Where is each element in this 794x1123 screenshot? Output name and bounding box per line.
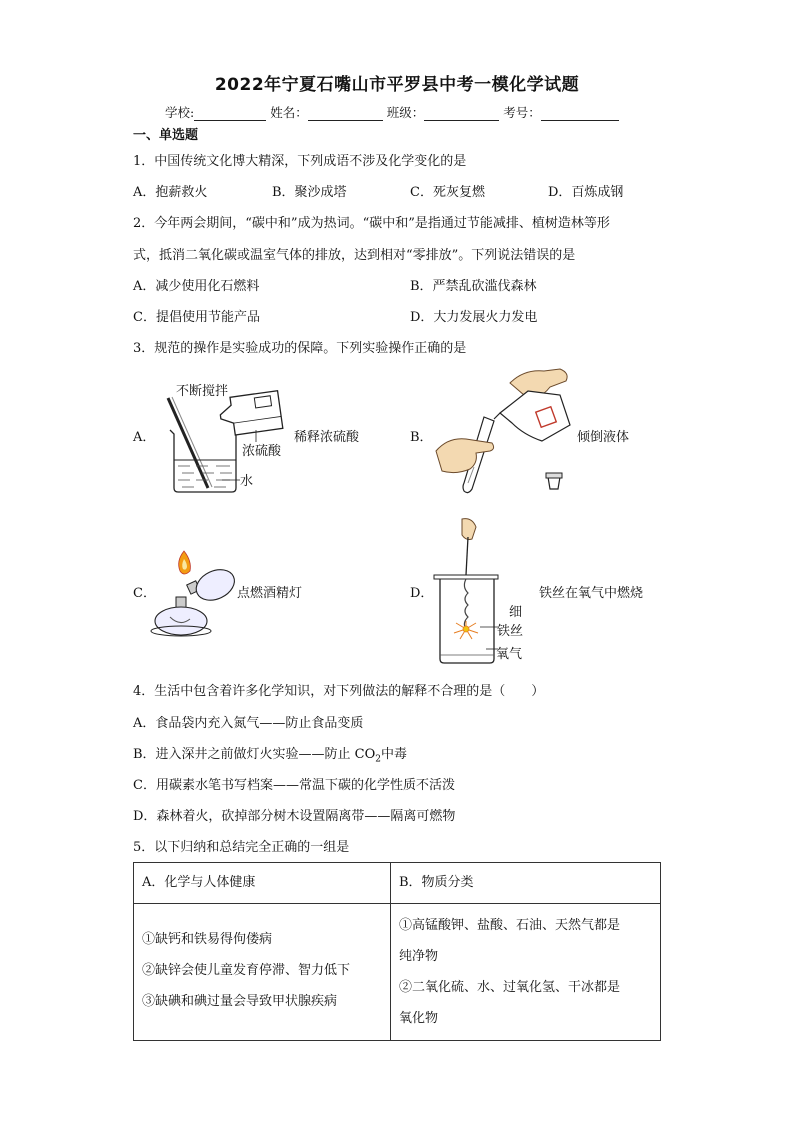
class-label: 班级： bbox=[386, 105, 425, 120]
class-blank[interactable] bbox=[424, 106, 499, 121]
q5-a-item: ①缺钙和铁易得佝偻病 bbox=[142, 932, 273, 947]
q3d-thin-label: 细 bbox=[509, 605, 523, 620]
q4-stem: 4．生活中包含着许多化学知识，对下列做法的解释不合理的是（ ） bbox=[133, 684, 545, 699]
q3c-title: 点燃酒精灯 bbox=[237, 586, 303, 601]
holding-hand bbox=[462, 519, 476, 540]
alcohol-lamp-figure bbox=[150, 547, 240, 639]
burning-tip bbox=[463, 626, 469, 632]
q5-table bbox=[133, 862, 661, 1041]
q4-option-b: B．进入深井之前做灯火实验——防止 $CO_2$中毒 bbox=[133, 747, 408, 765]
bottle-mouth bbox=[494, 413, 500, 419]
q3d-wire-label: 铁丝 bbox=[497, 624, 524, 639]
q3a-acid-label: 浓硫酸 bbox=[242, 444, 282, 459]
section-heading: 一、单选题 bbox=[133, 128, 199, 143]
q5-a-item: ③缺碘和碘过量会导致甲状腺疾病 bbox=[142, 994, 338, 1009]
q3-option-d-letter: D． bbox=[410, 586, 434, 601]
q4-option-c: C．用碳素水笔书写档案——常温下碳的化学性质不活泼 bbox=[133, 778, 455, 793]
q2-stem-line1: 2．今年两会期间，“碳中和”成为热词。“碳中和”是指通过节能减排、植树造林等形 bbox=[133, 216, 610, 231]
q2-stem-line2: 式，抵消二氧化碳或温室气体的排放，达到相对“零排放”。下列说法错误的是 bbox=[133, 248, 576, 263]
q2-option-a: A．减少使用化石燃料 bbox=[133, 279, 260, 294]
school-label: 学校: bbox=[165, 105, 195, 120]
q5-b-body bbox=[391, 904, 661, 1041]
name-label: 姓名： bbox=[270, 105, 308, 120]
school-blank[interactable] bbox=[194, 106, 266, 121]
q3a-water-label: 水 bbox=[240, 474, 254, 489]
q2-option-b: B．严禁乱砍滥伐森林 bbox=[410, 279, 537, 294]
q5-b-item: 纯净物 bbox=[399, 949, 439, 964]
q3b-title: 倾倒液体 bbox=[577, 430, 630, 445]
lower-hand bbox=[436, 439, 494, 473]
tilted-lamp bbox=[186, 564, 240, 609]
q2-option-d: D．大力发展火力发电 bbox=[410, 310, 538, 325]
stopper-cap bbox=[546, 473, 562, 478]
lamp-body bbox=[155, 607, 207, 635]
iron-wire-figure bbox=[432, 515, 502, 665]
name-blank[interactable] bbox=[308, 106, 383, 121]
q5-b-item: ①高锰酸钾、盐酸、石油、天然气都是 bbox=[399, 918, 621, 933]
glass-plate bbox=[434, 575, 498, 579]
bottle-stopper bbox=[548, 477, 560, 489]
q1-option-d: D．百炼成钢 bbox=[548, 185, 624, 200]
glass-rod-highlight bbox=[172, 397, 212, 487]
q3-option-c-letter: C． bbox=[133, 586, 156, 601]
pour-liquid-figure bbox=[432, 365, 577, 495]
reagent-bottle bbox=[500, 391, 570, 441]
dilute-acid-figure bbox=[160, 380, 295, 495]
q3a-title: 稀释浓硫酸 bbox=[294, 430, 360, 445]
q2-option-c: C．提倡使用节能产品 bbox=[133, 310, 260, 325]
q5-stem: 5．以下归纳和总结完全正确的一组是 bbox=[133, 840, 350, 855]
q3d-oxygen-label: 氧气 bbox=[496, 647, 523, 662]
tongs bbox=[466, 537, 468, 575]
q3a-stir-label: 不断搅拌 bbox=[176, 384, 229, 399]
student-info-line bbox=[165, 103, 619, 121]
q5-b-head: B．物质分类 bbox=[391, 863, 661, 904]
q4-option-d: D．森林着火，砍掉部分树木设置隔离带——隔离可燃物 bbox=[133, 809, 456, 824]
q1-option-a: A．抱薪救火 bbox=[133, 185, 208, 200]
q3-option-a-letter: A． bbox=[133, 430, 156, 445]
exam-number-label: 考号： bbox=[503, 105, 541, 120]
q3-option-b-letter: B． bbox=[410, 430, 433, 445]
q5-b-item: 氧化物 bbox=[399, 1011, 439, 1026]
q5-b-item: ②二氧化硫、水、过氧化氢、干冰都是 bbox=[399, 980, 621, 995]
acid-bottle bbox=[218, 391, 283, 437]
q5-a-head: A．化学与人体健康 bbox=[134, 863, 391, 904]
q1-stem: 1．中国传统文化博大精深，下列成语不涉及化学变化的是 bbox=[133, 154, 467, 169]
q1-option-b: B．聚沙成塔 bbox=[272, 185, 347, 200]
exam-number-blank[interactable] bbox=[541, 106, 619, 121]
q4-option-a: A．食品袋内充入氮气——防止食品变质 bbox=[133, 716, 364, 731]
q3-stem: 3．规范的操作是实验成功的保障。下列实验操作正确的是 bbox=[133, 341, 467, 356]
q3d-title: 铁丝在氧气中燃烧 bbox=[539, 586, 644, 601]
q1-option-c: C．死灰复燃 bbox=[410, 185, 485, 200]
exam-title: 2022年宁夏石嘴山市平罗县中考一模化学试题 bbox=[214, 75, 580, 95]
q5-a-body bbox=[134, 904, 391, 1041]
q5-a-item: ②缺锌会使儿童发育停滞、智力低下 bbox=[142, 963, 351, 978]
